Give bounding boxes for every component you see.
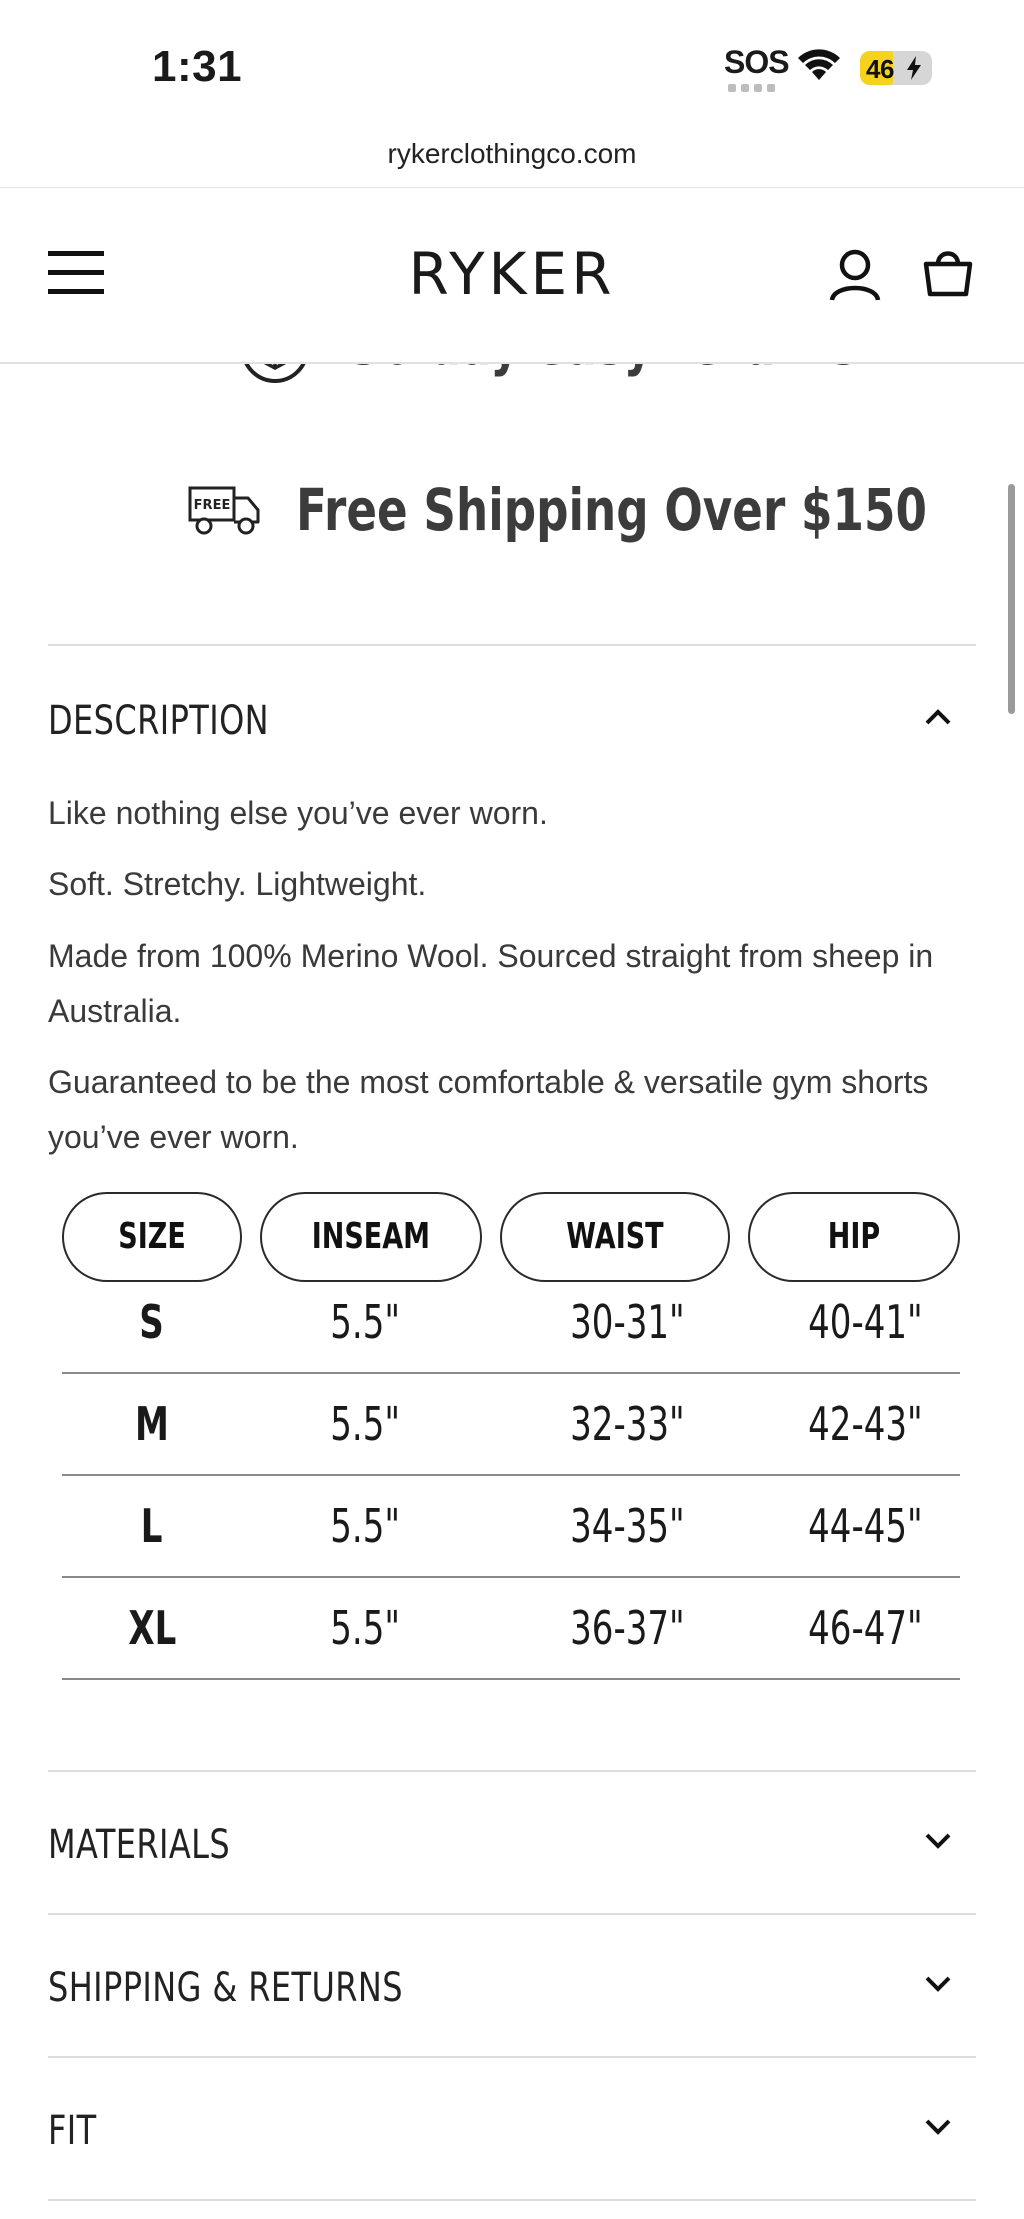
size-column-header: SIZE (62, 1192, 242, 1282)
inseam-cell: 5.5" (330, 1601, 401, 1655)
description-paragraph: Like nothing else you’ve ever worn. (48, 795, 548, 831)
materials-accordion-heading[interactable]: MATERIALS (48, 1822, 231, 1868)
wifi-icon (796, 48, 842, 82)
browser-url-bar[interactable] (0, 120, 1024, 188)
table-row (62, 1578, 960, 1680)
waist-column-header: WAIST (500, 1192, 730, 1282)
shopping-bag-icon[interactable] (922, 248, 974, 298)
description-heading[interactable]: DESCRIPTION (48, 698, 269, 744)
product-details-content (0, 364, 1024, 2219)
description-paragraph: Soft. Stretchy. Lightweight. (48, 866, 427, 902)
shipping-perk (0, 470, 1024, 560)
chevron-up-icon[interactable] (924, 708, 952, 726)
divider (48, 1913, 976, 1915)
waist-cell: 30-31" (570, 1295, 685, 1349)
signal-dots (728, 84, 775, 92)
divider (48, 2056, 976, 2058)
ryker-logo[interactable]: RYKER (408, 240, 616, 308)
description-paragraph: Made from 100% Merino Wool. Sourced straight from sheep in Australia. (48, 938, 934, 1029)
waist-cell: 36-37" (570, 1601, 685, 1655)
size-cell: S (139, 1295, 165, 1349)
battery-indicator (860, 51, 932, 85)
inseam-cell: 5.5" (330, 1397, 401, 1451)
inseam-cell: 5.5" (330, 1295, 401, 1349)
hip-cell: 40-41" (808, 1295, 923, 1349)
divider (48, 2199, 976, 2201)
battery-level: 46 (866, 54, 894, 84)
hip-column-header: HIP (748, 1192, 960, 1282)
free-shipping-text: Free Shipping Over $150 (296, 476, 927, 544)
waist-cell: 32-33" (570, 1397, 685, 1451)
scrollbar[interactable] (1008, 484, 1015, 714)
table-row (62, 1476, 960, 1578)
divider (48, 644, 976, 646)
sos-indicator: SOS (724, 44, 789, 80)
status-time: 1:31 (152, 42, 243, 91)
size-cell: M (135, 1397, 169, 1451)
site-header (0, 188, 1024, 364)
table-row (62, 1374, 960, 1476)
hip-cell: 42-43" (808, 1397, 923, 1451)
hip-cell: 46-47" (808, 1601, 923, 1655)
account-icon[interactable] (828, 248, 882, 302)
chevron-down-icon[interactable] (924, 1975, 952, 1993)
chevron-down-icon[interactable] (924, 1832, 952, 1850)
inseam-cell: 5.5" (330, 1499, 401, 1553)
charging-bolt-icon (906, 56, 922, 80)
status-bar (0, 0, 1024, 120)
url-text: rykerclothingco.com (387, 138, 637, 169)
inseam-column-header: INSEAM (260, 1192, 482, 1282)
fit-accordion-heading[interactable]: FIT (48, 2108, 97, 2154)
row-divider (62, 1678, 960, 1680)
size-chart (62, 1192, 960, 1712)
truck-badge-text: FREE (193, 498, 231, 513)
chevron-down-icon[interactable] (924, 2118, 952, 2136)
size-cell: XL (128, 1601, 176, 1655)
hip-cell: 44-45" (808, 1499, 923, 1553)
table-row (62, 1272, 960, 1374)
divider (48, 1770, 976, 1772)
description-paragraph: Guaranteed to be the most comfortable & versatile gym shorts you’ve ever worn. (48, 1064, 929, 1155)
free-shipping-truck-icon (188, 484, 260, 536)
shipping-returns-accordion-heading[interactable]: SHIPPING & RETURNS (48, 1965, 403, 2011)
waist-cell: 34-35" (570, 1499, 685, 1553)
size-cell: L (141, 1499, 163, 1553)
